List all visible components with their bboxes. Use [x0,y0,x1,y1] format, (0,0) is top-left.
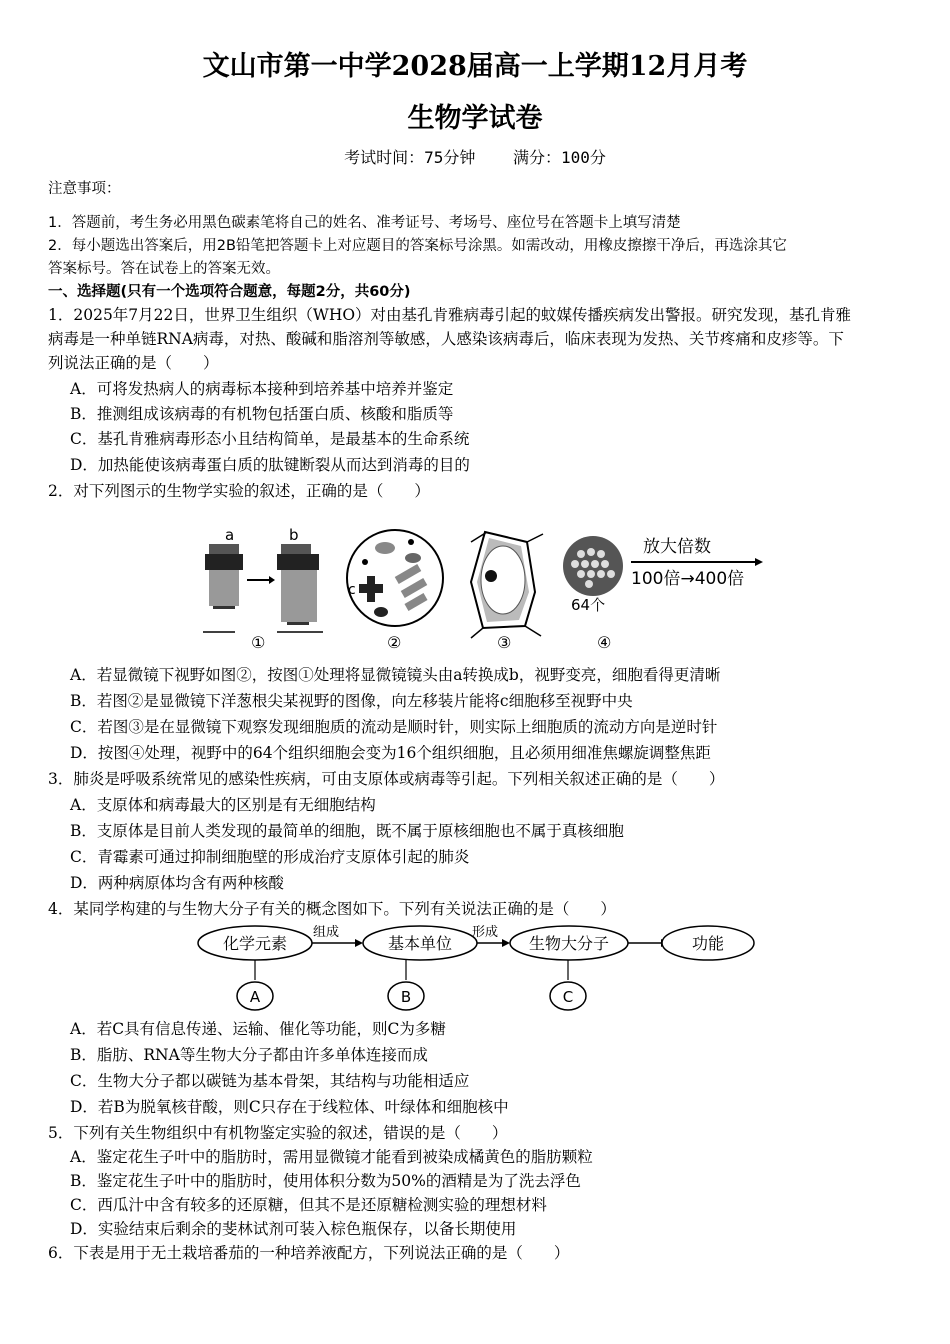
fig-num-3: ③ [497,633,512,652]
objective-lens-a-icon [205,544,243,609]
q2-option-c: C．若图③是在显微镜下观察发现细胞质的流动是顺时针，则实际上细胞质的流动方向是逆时针 [70,718,718,736]
fig4-magnify-title: 放大倍数 [643,537,711,557]
notice-item-2-line2: 答案标号。答在试卷上的答案无效。 [48,261,280,277]
q3-stem: 3．肺炎是呼吸系统常见的感染性疾病，可由支原体或病毒等引起。下列相关叙述正确的是（ ） [48,770,725,788]
concept-circle-a-label: A [249,988,261,1006]
exam-time: 考试时间：75分钟 [344,148,476,167]
q4-option-c: C．生物大分子都以碳链为基本骨架，其结构与功能相适应 [70,1072,470,1090]
concept-node-3 [510,926,628,960]
q2-option-a: A．若显微镜下视野如图②，按图①处理将显微镜镜头由a转换成b，视野变亮，细胞看得更清晰 [70,666,721,684]
exam-meta [0,145,950,168]
fig4-arrow-head [755,558,763,566]
fig-num-4: ④ [597,633,612,652]
q3-option-a: A．支原体和病毒最大的区别是有无细胞结构 [70,796,376,814]
concept-arrow-2-label: 形成 [472,925,499,940]
concept-node-2 [363,926,477,960]
concept-node-4 [662,926,754,960]
q1-stem-line1: 1．2025年7月22日，世界卫生组织（WHO）对由基孔肯雅病毒引起的蚊媒传播疾病发出警报。研究发现，基孔肯雅 [48,306,852,324]
q3-option-b: B．支原体是目前人类发现的最简单的细胞，既不属于原核细胞也不属于真核细胞 [70,822,624,840]
plant-cell-icon [471,532,543,638]
q1-stem-line3: 列说法正确的是（ ） [48,354,219,372]
concept-node-1 [198,926,312,960]
q4-concept-map [195,922,765,1012]
concept-node-3-label: 生物大分子 [528,934,610,953]
q1-option-b: B．推测组成该病毒的有机物包括蛋白质、核酸和脂质等 [70,405,454,423]
q5-option-a: A．鉴定花生子叶中的脂肪时，需用显微镜才能看到被染成橘黄色的脂肪颗粒 [70,1148,593,1166]
notice-item-1: 1．答题前，考生务必用黑色碳素笔将自己的姓名、准考证号、考场号、座位号在答题卡上填写清楚 [48,215,681,231]
concept-node-4-label: 功能 [691,934,725,953]
q3-option-d: D．两种病原体均含有两种核酸 [70,874,284,892]
q4-option-b: B．脂肪、RNA等生物大分子都由许多单体连接而成 [70,1046,428,1064]
fig-num-1: ① [251,633,266,652]
tissue-cells-icon [563,536,623,596]
q2-figure [195,522,775,657]
fig-num-2: ② [387,633,402,652]
q4-option-a: A．若C具有信息传递、运输、催化等功能，则C为多糖 [70,1020,446,1038]
fig4-cell-count: 64个 [571,596,606,614]
concept-circle-b-label: B [400,988,412,1006]
concept-arrow-1-head [355,939,363,947]
objective-lens-b-icon [277,544,319,625]
q5-option-b: B．鉴定花生子叶中的脂肪时，使用体积分数为50%的酒精是为了洗去浮色 [70,1172,581,1190]
concept-node-2-label: 基本单位 [387,934,453,953]
q2-option-d: D．按图④处理，视野中的64个组织细胞会变为16个组织细胞，且必须用细准焦螺旋调整焦距 [70,744,711,762]
q4-stem: 4．某同学构建的与生物大分子有关的概念图如下。下列有关说法正确的是（ ） [48,900,616,918]
exam-subject: 生物学试卷 [407,103,543,134]
exam-title: 文山市第一中学2028届高一上学期12月月考 [202,51,748,82]
fig2-label-c: c [348,582,356,598]
q1-stem-line2: 病毒是一种单链RNA病毒，对热、酸碱和脂溶剂等敏感，人感染该病毒后，临床表现为发热、关节疼痛和皮疹等。下 [48,330,844,348]
fig1-label-a: a [225,526,235,544]
concept-circle-c-label: C [562,988,574,1006]
q1-option-d: D．加热能使该病毒蛋白质的肽键断裂从而达到消毒的目的 [70,456,470,474]
concept-node-1-label: 化学元素 [222,934,288,953]
fig1-label-b: b [289,526,299,544]
q2-stem: 2．对下列图示的生物学实验的叙述，正确的是（ ） [48,482,430,500]
q1-option-a: A．可将发热病人的病毒标本接种到培养基中培养并鉴定 [70,380,454,398]
q5-stem: 5．下列有关生物组织中有机物鉴定实验的叙述，错误的是（ ） [48,1124,508,1142]
q1-option-c: C．基孔肯雅病毒形态小且结构简单，是最基本的生命系统 [70,430,470,448]
fig1-arrow-head [269,576,275,584]
notice-heading: 注意事项： [48,181,121,197]
section-heading: 一、选择题(只有一个选项符合题意，每题2分，共60分) [48,284,411,300]
microscope-field-icon [347,530,443,626]
concept-arrow-2-head [502,939,510,947]
notice-item-2-line1: 2．每小题选出答案后，用2B铅笔把答题卡上对应题目的答案标号涂黑。如需改动，用橡皮擦擦干净后，再选涂其它 [48,238,787,254]
q3-option-c: C．青霉素可通过抑制细胞壁的形成治疗支原体引起的肺炎 [70,848,470,866]
q5-option-c: C．西瓜汁中含有较多的还原糖，但其不是还原糖检测实验的理想材料 [70,1196,547,1214]
fig4-magnify-change: 100倍→400倍 [631,569,745,589]
concept-arrow-1-label: 组成 [313,925,340,940]
q4-option-d: D．若B为脱氧核苷酸，则C只存在于线粒体、叶绿体和细胞核中 [70,1098,509,1116]
full-score: 满分：100分 [513,148,606,167]
q2-option-b: B．若图②是显微镜下洋葱根尖某视野的图像，向左移装片能将c细胞移至视野中央 [70,692,633,710]
q5-option-d: D．实验结束后剩余的斐林试剂可装入棕色瓶保存，以备长期使用 [70,1220,517,1238]
q6-stem: 6．下表是用于无土栽培番茄的一种培养液配方，下列说法正确的是（ ） [48,1244,570,1262]
